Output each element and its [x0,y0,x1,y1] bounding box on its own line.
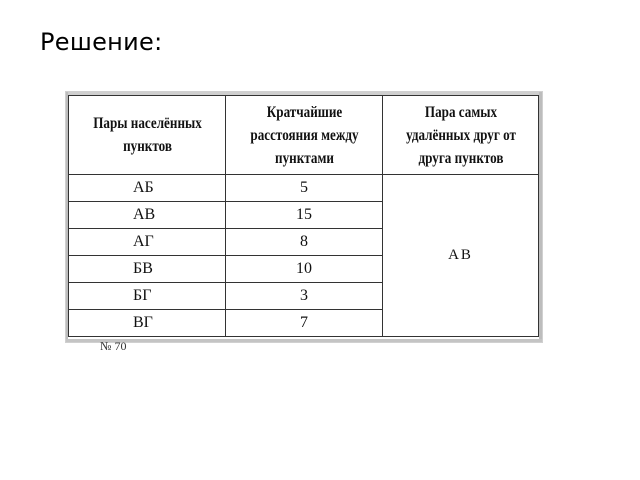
pair-cell: АВ [69,202,226,229]
image-border-right [539,92,542,342]
cropped-caption-fragment: № 70 [100,339,127,353]
distance-cell: 5 [226,175,383,202]
distance-cell: 10 [226,256,383,283]
distance-table [68,95,539,337]
slide-title: Решение: [40,28,163,56]
header-farthest-pair-text: Пара самых удалённых друг от друга пунктов [405,103,516,167]
header-pairs-text: Пары населённых пунктов [92,115,202,155]
table-row [69,175,539,202]
header-farthest-pair [397,96,525,175]
pair-cell: ВГ [69,310,226,337]
header-distances [240,96,369,175]
header-distances-text: Кратчайшие расстояния между пунктами [249,103,359,167]
pair-cell: БВ [69,256,226,283]
image-border-bottom [66,339,542,342]
distance-cell: 7 [226,310,383,337]
distance-cell: 8 [226,229,383,256]
table-header-row [69,96,539,175]
distance-table-image [66,92,542,342]
pair-cell: АГ [69,229,226,256]
answer-cell: АВ [383,175,539,337]
pair-cell: АБ [69,175,226,202]
distance-cell: 15 [226,202,383,229]
pair-cell: БГ [69,283,226,310]
distance-cell: 3 [226,283,383,310]
header-pairs [83,96,212,175]
